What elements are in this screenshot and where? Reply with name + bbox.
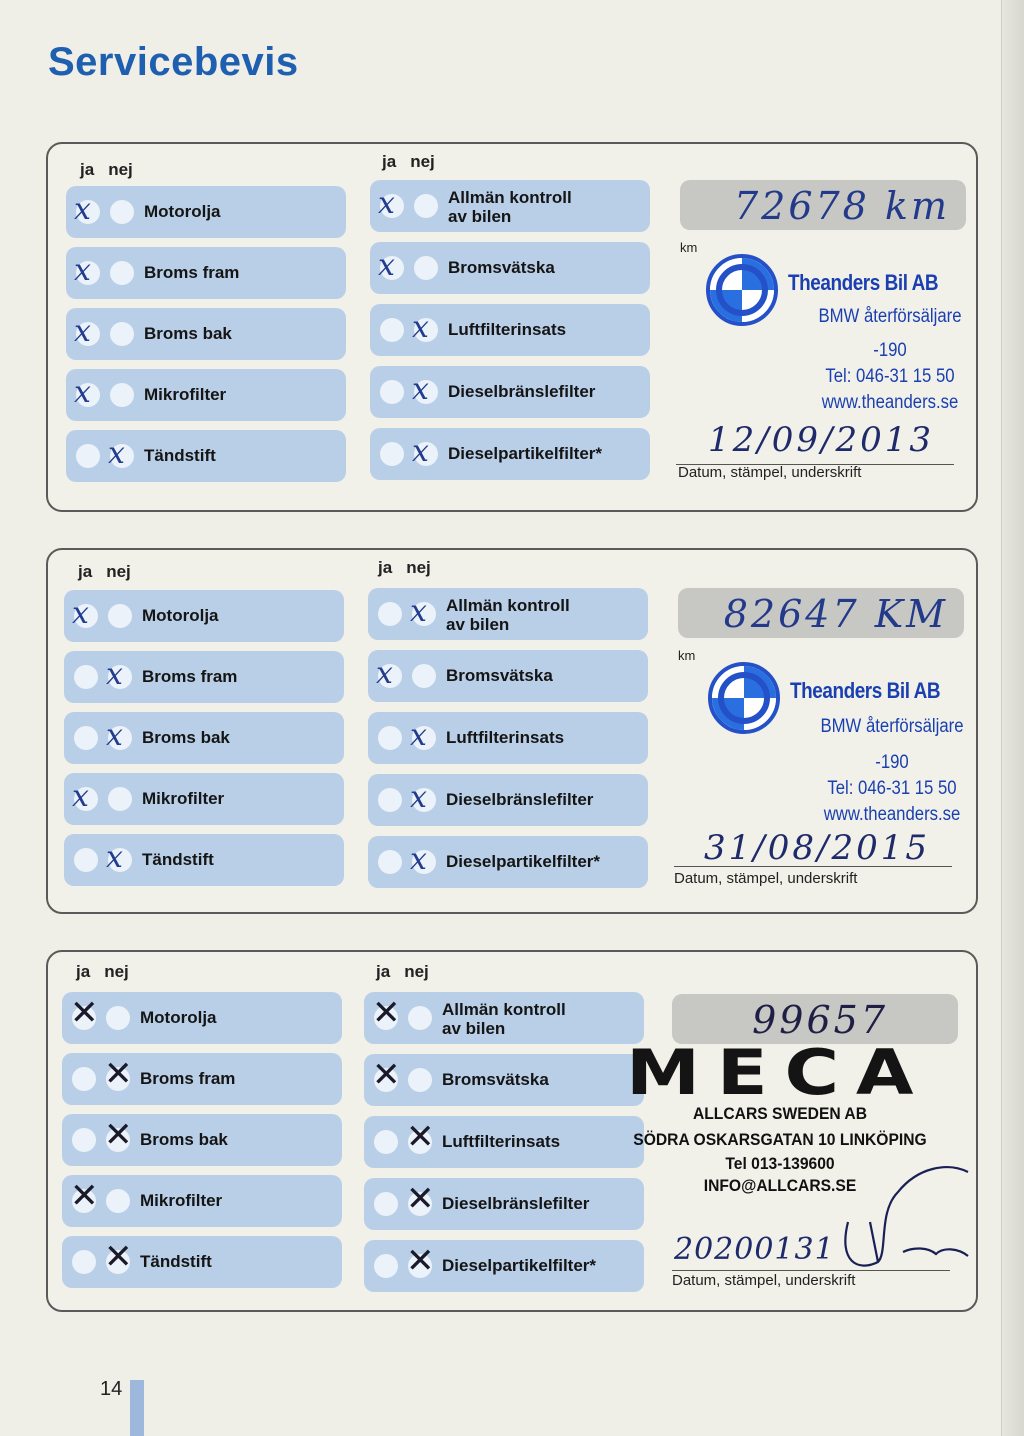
no-header: nej	[108, 160, 133, 179]
service-date: 31/08/2015	[704, 828, 930, 868]
signature	[818, 1152, 978, 1282]
check-mark: x	[410, 842, 427, 877]
left-column-header	[78, 562, 145, 582]
stamp-web: www.theanders.se	[823, 804, 961, 825]
checklist-item	[368, 774, 648, 826]
checklist-item-label: Allmän kontroll av bilen	[446, 596, 570, 634]
checklist-item-label: Broms bak	[142, 728, 230, 747]
checklist-item	[368, 650, 648, 702]
checklist-item-label: Bromsvätska	[446, 666, 553, 685]
checklist-item-label: Mikrofilter	[142, 789, 225, 808]
yes-checkbox[interactable]	[380, 442, 404, 466]
checklist-item	[64, 712, 344, 764]
checklist-item-label: Broms fram	[140, 1069, 236, 1088]
no-header: nej	[410, 152, 435, 171]
yes-checkbox[interactable]	[74, 726, 98, 750]
checklist-item-label: Tändstift	[144, 446, 216, 465]
check-mark: x	[378, 248, 395, 283]
meca-logo: MECA	[626, 1036, 931, 1109]
checklist-item-label: Tändstift	[140, 1252, 212, 1271]
check-mark: x	[412, 434, 429, 469]
checklist-item	[370, 428, 650, 480]
no-checkbox[interactable]	[110, 261, 134, 285]
date-caption: Datum, stämpel, underskrift	[678, 464, 862, 481]
km-value: 72678 km	[733, 184, 950, 228]
no-checkbox[interactable]	[414, 256, 438, 280]
checklist-item-label: Bromsvätska	[442, 1070, 549, 1089]
stamp-company: ALLCARS SWEDEN AB	[692, 1104, 868, 1123]
yes-header: ja	[376, 962, 391, 981]
check-mark: ✕	[406, 1179, 435, 1219]
checklist-item-label: Mikrofilter	[140, 1191, 223, 1210]
no-header: nej	[406, 558, 431, 577]
check-mark: x	[410, 594, 427, 629]
stamp-line1: BMW återförsäljare	[820, 716, 964, 737]
no-header: nej	[404, 962, 429, 981]
km-unit: km	[680, 240, 698, 255]
no-checkbox[interactable]	[110, 383, 134, 407]
checklist-item-label: Allmän kontroll av bilen	[448, 188, 572, 226]
checklist-item	[62, 1236, 342, 1288]
check-mark: x	[74, 375, 91, 410]
yes-checkbox[interactable]	[374, 1192, 398, 1216]
checklist-item	[368, 712, 648, 764]
checklist-item	[62, 1053, 342, 1105]
checklist-item-label: Dieselbränslefilter	[446, 790, 594, 809]
yes-checkbox[interactable]	[378, 850, 402, 874]
checklist-item-label: Luftfilterinsats	[442, 1132, 561, 1151]
stamp-phone: Tel: 046-31 15 50	[825, 366, 955, 387]
date-caption: Datum, stämpel, underskrift	[672, 1272, 856, 1289]
checklist-item-label: Broms fram	[144, 263, 240, 282]
checklist-item	[62, 992, 342, 1044]
service-date: 12/09/2013	[708, 420, 934, 460]
stamp-company: Theanders Bil AB	[790, 678, 941, 703]
service-record-3	[46, 950, 978, 1312]
check-mark: x	[74, 192, 91, 227]
yes-checkbox[interactable]	[74, 848, 98, 872]
page-number: 14	[100, 1378, 123, 1400]
checklist-item-label: Motorolja	[142, 606, 219, 625]
stamp-company: Theanders Bil AB	[788, 270, 939, 295]
page-title: Servicebevis	[48, 40, 299, 84]
service-date: 20200131	[674, 1232, 835, 1267]
check-mark: x	[72, 596, 89, 631]
km-field[interactable]	[680, 180, 966, 230]
check-mark: ✕	[104, 1054, 133, 1094]
bmw-logo	[708, 662, 780, 734]
checklist-item	[64, 651, 344, 703]
yes-checkbox[interactable]	[380, 380, 404, 404]
right-column-header	[378, 558, 445, 578]
no-checkbox[interactable]	[108, 787, 132, 811]
checklist-item-label: Luftfilterinsats	[448, 320, 567, 339]
checklist-item	[66, 430, 346, 482]
checklist-item	[64, 834, 344, 886]
checklist-item-label: Motorolja	[144, 202, 221, 221]
checklist-item	[364, 992, 644, 1044]
yes-checkbox[interactable]	[72, 1067, 96, 1091]
check-mark: x	[106, 840, 123, 875]
right-column-header	[376, 962, 443, 982]
checklist-item-label: Dieselpartikelfilter*	[448, 444, 603, 463]
check-mark: x	[74, 314, 91, 349]
check-mark: x	[378, 186, 395, 221]
yes-header: ja	[78, 562, 93, 581]
checklist-item-label: Allmän kontroll av bilen	[442, 1000, 566, 1038]
check-mark: ✕	[372, 993, 401, 1033]
checklist-item	[370, 180, 650, 232]
checklist-item	[370, 366, 650, 418]
checklist-item-label: Tändstift	[142, 850, 214, 869]
stamp-web: www.theanders.se	[821, 392, 959, 413]
yes-checkbox[interactable]	[374, 1254, 398, 1278]
page-edge	[1001, 0, 1024, 1436]
yes-checkbox[interactable]	[72, 1250, 96, 1274]
yes-checkbox[interactable]	[378, 726, 402, 750]
checklist-item-label: Dieselbränslefilter	[448, 382, 596, 401]
km-value: 82647 KM	[723, 592, 948, 636]
checklist-item-label: Dieselbränslefilter	[442, 1194, 590, 1213]
checklist-item	[66, 247, 346, 299]
no-checkbox[interactable]	[408, 1068, 432, 1092]
yes-header: ja	[80, 160, 95, 179]
service-record-1	[46, 142, 978, 512]
page-tab-marker	[130, 1380, 144, 1436]
left-column-header	[76, 962, 143, 982]
yes-checkbox[interactable]	[378, 602, 402, 626]
checklist-item	[364, 1178, 644, 1230]
yes-header: ja	[76, 962, 91, 981]
check-mark: x	[72, 779, 89, 814]
stamp-line1: BMW återförsäljare	[818, 306, 962, 327]
checklist-item	[62, 1114, 342, 1166]
check-mark: x	[106, 718, 123, 753]
checklist-item-label: Broms fram	[142, 667, 238, 686]
no-header: nej	[106, 562, 131, 581]
signature-line	[674, 866, 952, 867]
check-mark: x	[74, 253, 91, 288]
check-mark: ✕	[70, 1176, 99, 1216]
stamp-line2: -190	[873, 340, 907, 361]
check-mark: x	[410, 718, 427, 753]
checklist-item	[370, 242, 650, 294]
stamp-line2: -190	[875, 752, 909, 773]
yes-checkbox[interactable]	[74, 665, 98, 689]
yes-checkbox[interactable]	[374, 1130, 398, 1154]
checklist-item-label: Luftfilterinsats	[446, 728, 565, 747]
bmw-logo	[706, 254, 778, 326]
checklist-item	[66, 369, 346, 421]
checklist-item-label: Broms bak	[140, 1130, 228, 1149]
check-mark: ✕	[104, 1115, 133, 1155]
stamp-address: SÖDRA OSKARSGATAN 10 LINKÖPING	[633, 1130, 927, 1149]
stamp-phone: Tel: 046-31 15 50	[827, 778, 957, 799]
yes-checkbox[interactable]	[76, 444, 100, 468]
check-mark: x	[412, 310, 429, 345]
no-checkbox[interactable]	[412, 664, 436, 688]
checklist-item-label: Dieselpartikelfilter*	[446, 852, 601, 871]
checklist-item	[364, 1240, 644, 1292]
checklist-item	[368, 836, 648, 888]
yes-header: ja	[382, 152, 397, 171]
no-checkbox[interactable]	[108, 604, 132, 628]
check-mark: ✕	[406, 1117, 435, 1157]
left-column-header	[80, 160, 147, 180]
checklist-item-label: Broms bak	[144, 324, 232, 343]
checklist-item-label: Bromsvätska	[448, 258, 555, 277]
service-record-2	[46, 548, 978, 914]
no-checkbox[interactable]	[110, 322, 134, 346]
check-mark: ✕	[372, 1055, 401, 1095]
no-checkbox[interactable]	[106, 1189, 130, 1213]
stamp-phone: Tel 013-139600	[725, 1154, 835, 1173]
km-unit: km	[678, 648, 696, 663]
yes-header: ja	[378, 558, 393, 577]
checklist-item	[64, 590, 344, 642]
no-header: nej	[104, 962, 129, 981]
yes-checkbox[interactable]	[378, 788, 402, 812]
yes-checkbox[interactable]	[72, 1128, 96, 1152]
stamp-email: INFO@ALLCARS.SE	[703, 1176, 857, 1195]
km-field[interactable]	[678, 588, 964, 638]
checklist-item	[364, 1054, 644, 1106]
signature-line	[672, 1270, 950, 1271]
check-mark: ✕	[104, 1237, 133, 1277]
check-mark: ✕	[70, 993, 99, 1033]
check-mark: x	[376, 656, 393, 691]
no-checkbox[interactable]	[110, 200, 134, 224]
check-mark: ✕	[406, 1241, 435, 1281]
checklist-item-label: Mikrofilter	[144, 385, 227, 404]
no-checkbox[interactable]	[414, 194, 438, 218]
checklist-item	[370, 304, 650, 356]
check-mark: x	[412, 372, 429, 407]
check-mark: x	[410, 780, 427, 815]
yes-checkbox[interactable]	[380, 318, 404, 342]
no-checkbox[interactable]	[106, 1006, 130, 1030]
checklist-item	[66, 308, 346, 360]
checklist-item	[368, 588, 648, 640]
check-mark: x	[106, 657, 123, 692]
date-caption: Datum, stämpel, underskrift	[674, 870, 858, 887]
km-value: 99657	[752, 998, 888, 1042]
checklist-item	[364, 1116, 644, 1168]
checklist-item	[62, 1175, 342, 1227]
no-checkbox[interactable]	[408, 1006, 432, 1030]
checklist-item-label: Dieselpartikelfilter*	[442, 1256, 597, 1275]
checklist-item	[66, 186, 346, 238]
checklist-item-label: Motorolja	[140, 1008, 217, 1027]
check-mark: x	[108, 436, 125, 471]
right-column-header	[382, 152, 449, 172]
checklist-item	[64, 773, 344, 825]
